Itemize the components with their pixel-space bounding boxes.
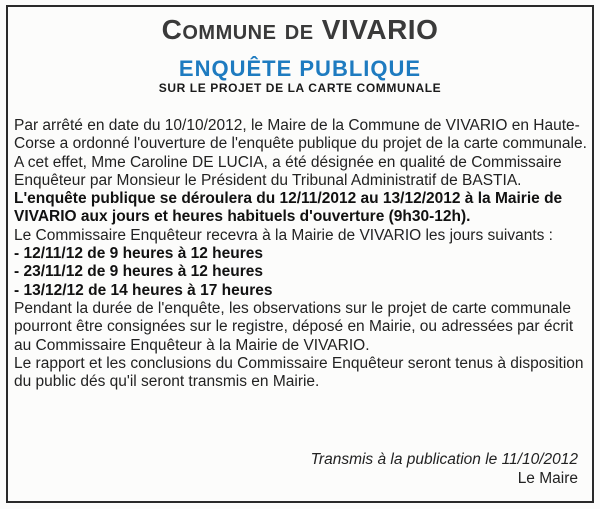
text-line: Par arrêté en date du 10/10/2012, le Maire de la Commune de VIVARIO en Haute- — [14, 117, 580, 134]
text-line: Le rapport et les conclusions du Commissaire Enquêteur seront tenus à disposition — [14, 354, 584, 372]
text-line: Le Commissaire Enquêteur recevra à la Mairie de VIVARIO les jours suivants : — [14, 226, 553, 244]
text-line: L'enquête publique se déroulera du 12/11/2012 au 13/12/2012 à la Mairie de — [14, 190, 563, 208]
notice-subtitle: ENQUÊTE PUBLIQUE — [178, 56, 422, 81]
schedule-list — [14, 245, 586, 300]
paragraph-report — [14, 355, 586, 392]
text-line: Corse a ordonné l'ouverture de l'enquête publique du projet de la carte communale. — [14, 135, 587, 153]
schedule-item: - 12/11/12 de 9 heures à 12 heures — [14, 245, 264, 263]
text-line: Enquêteur par Monsieur le Président du Tribunal Administratif de BASTIA. — [14, 171, 522, 189]
schedule-item: - 23/11/12 de 9 heures à 12 heures — [14, 263, 264, 281]
schedule-item: - 13/12/12 de 14 heures à 17 heures — [14, 281, 273, 299]
paragraph-decree — [14, 117, 586, 190]
publication-date: Transmis à la publication le 11/10/2012 — [310, 451, 578, 468]
notice-title: Commune de VIVARIO — [161, 14, 439, 45]
text-line: Pendant la durée de l'enquête, les observations sur le projet de carte communale — [14, 299, 571, 317]
text-line: au Commissaire Enquêteur à la Mairie de VIVARIO. — [14, 336, 370, 354]
signatory: Le Maire — [517, 470, 578, 487]
notice-body — [14, 117, 586, 391]
text-line: du public dés qu'il seront transmis en Mairie. — [14, 373, 320, 391]
text-line: pourront être consignées sur le registre, déposé en Mairie, ou adressées par écrit — [14, 318, 574, 336]
text-line: A cet effet, Mme Caroline DE LUCIA, a été désignée en qualité de Commissaire — [14, 153, 562, 171]
paragraph-reception — [14, 227, 586, 245]
paragraph-observations — [14, 300, 586, 355]
notice-subsubtitle: SUR LE PROJET DE LA CARTE COMMUNALE — [158, 81, 442, 95]
text-line: VIVARIO aux jours et heures habituels d'ouverture (9h30-12h). — [14, 208, 471, 226]
paragraph-dates — [14, 190, 586, 227]
